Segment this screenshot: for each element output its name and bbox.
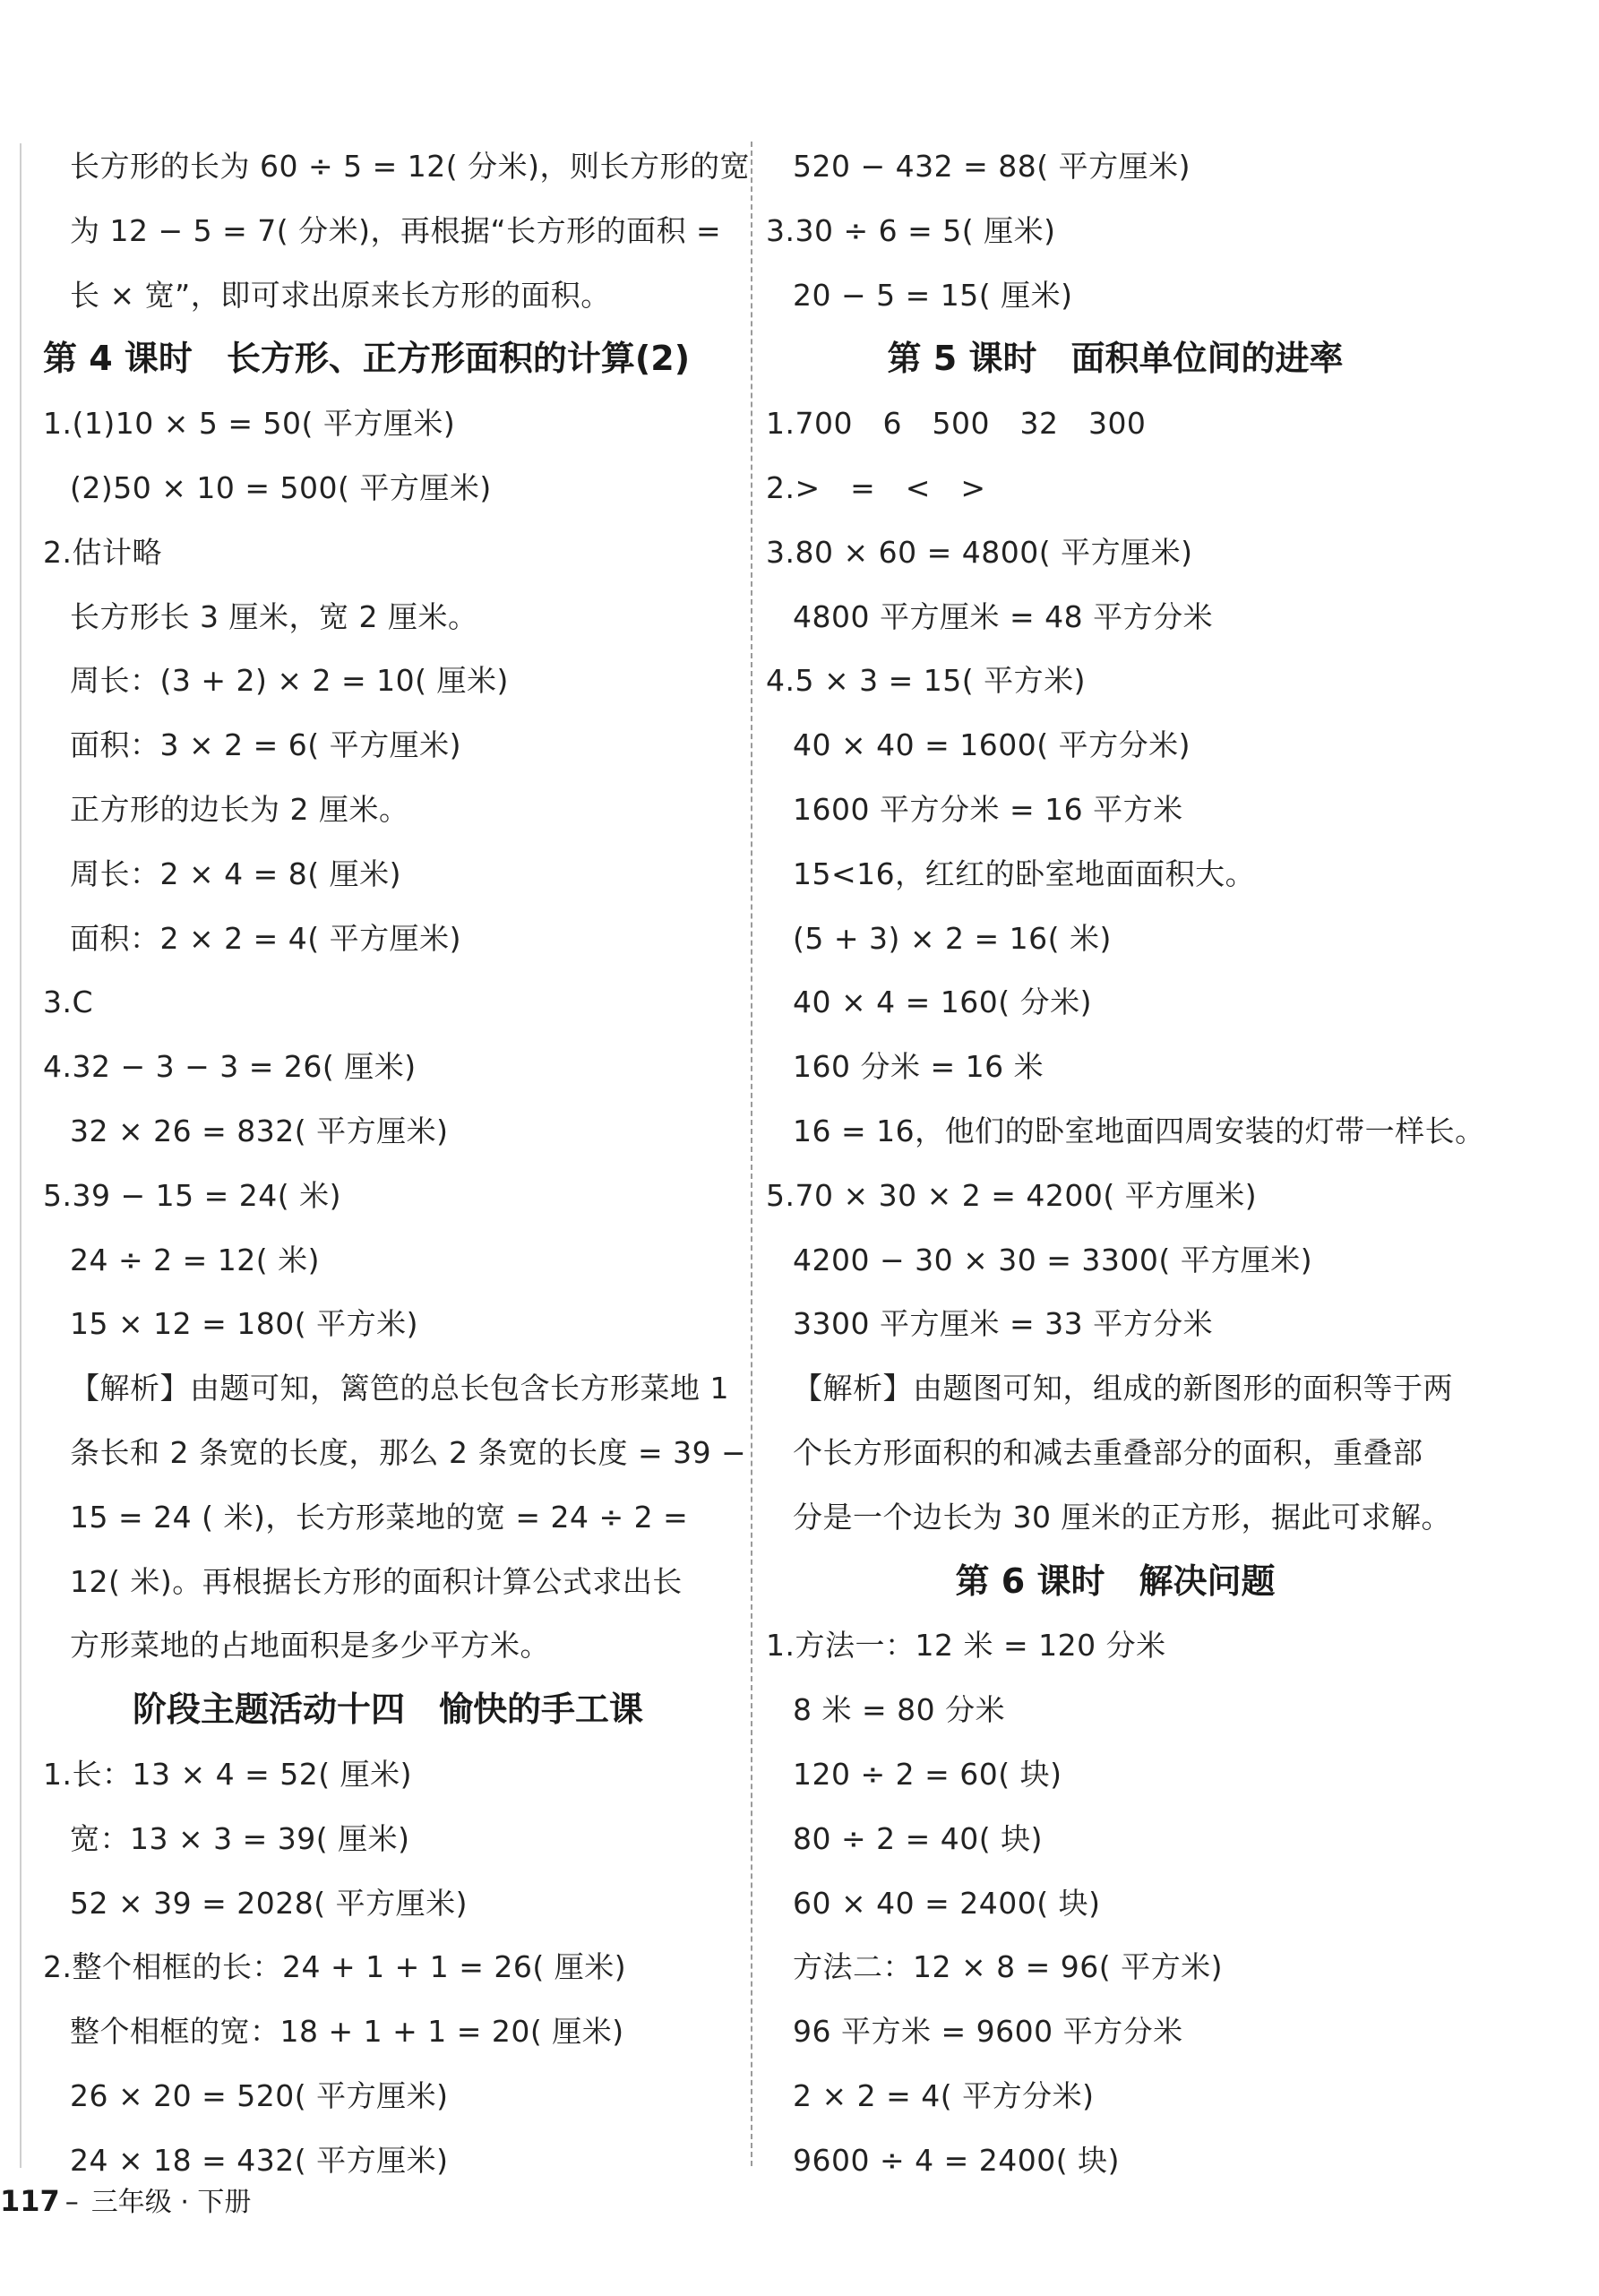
answer-line: 4800 平方厘米 = 48 平方分米 bbox=[793, 598, 1214, 634]
answer-line: 16 = 16，他们的卧室地面四周安装的灯带一样长。 bbox=[793, 1113, 1485, 1148]
answer-line: 面积：3 × 2 = 6( 平方厘米) bbox=[70, 727, 461, 763]
answer-line: 长方形长 3 厘米，宽 2 厘米。 bbox=[70, 598, 478, 634]
answer-line: 32 × 26 = 832( 平方厘米) bbox=[70, 1113, 449, 1148]
book-label: 三年级 · 下册 bbox=[90, 2187, 252, 2218]
right-column bbox=[766, 134, 1485, 2193]
section-heading: 第 4 课时 长方形、正方形面积的计算(2) bbox=[43, 339, 691, 379]
answer-line: 15 × 12 = 180( 平方米) bbox=[70, 1306, 418, 1342]
answer-line: 80 ÷ 2 = 40( 块) bbox=[793, 1820, 1043, 1856]
answer-line: 3.30 ÷ 6 = 5( 厘米) bbox=[766, 212, 1056, 248]
answer-line: 96 平方米 = 9600 平方分米 bbox=[793, 2014, 1183, 2050]
answer-line: 4.32 − 3 − 3 = 26( 厘米) bbox=[43, 1049, 417, 1085]
answer-line: 9600 ÷ 4 = 2400( 块) bbox=[793, 2142, 1120, 2178]
answer-line: 面积：2 × 2 = 4( 平方厘米) bbox=[70, 920, 461, 956]
answer-line: 26 × 20 = 520( 平方厘米) bbox=[70, 2077, 449, 2113]
answer-line: 方法二：12 × 8 = 96( 平方米) bbox=[793, 1949, 1223, 1985]
column-divider-top bbox=[751, 142, 752, 2166]
answer-line: 24 × 18 = 432( 平方厘米) bbox=[70, 2142, 449, 2178]
answer-line: 20 − 5 = 15( 厘米) bbox=[793, 277, 1073, 313]
answer-line: (5 + 3) × 2 = 16( 米) bbox=[793, 920, 1112, 956]
answer-line: 周长：2 × 4 = 8( 厘米) bbox=[70, 856, 401, 891]
answer-line: 3.80 × 60 = 4800( 平方厘米) bbox=[766, 534, 1193, 570]
answer-line: 1.长：13 × 4 = 52( 厘米) bbox=[43, 1756, 412, 1792]
answer-line: 2.> = < > bbox=[766, 469, 986, 505]
answer-line: 40 × 40 = 1600( 平方分米) bbox=[793, 727, 1191, 763]
answer-line: 1.(1)10 × 5 = 50( 平方厘米) bbox=[43, 406, 456, 442]
answer-line: 5.39 − 15 = 24( 米) bbox=[43, 1177, 341, 1213]
answer-line: 长方形的长为 60 ÷ 5 = 12( 分米)，则长方形的宽 bbox=[70, 149, 750, 184]
answer-line: 520 − 432 = 88( 平方厘米) bbox=[793, 149, 1191, 184]
answer-line: 2.整个相框的长：24 + 1 + 1 = 26( 厘米) bbox=[43, 1949, 627, 1985]
section-heading: 第 6 课时 解决问题 bbox=[955, 1561, 1276, 1601]
answer-line: 2 × 2 = 4( 平方分米) bbox=[793, 2077, 1095, 2113]
answer-line: 3300 平方厘米 = 33 平方分米 bbox=[793, 1306, 1214, 1342]
page-footer bbox=[0, 2179, 251, 2223]
answer-line: 【解析】由题可知，篱笆的总长包含长方形菜地 1 bbox=[70, 1371, 729, 1406]
answer-line: 1600 平方分米 = 16 平方米 bbox=[793, 791, 1183, 827]
answer-line: 24 ÷ 2 = 12( 米) bbox=[70, 1242, 320, 1277]
answer-line: 15<16，红红的卧室地面面积大。 bbox=[793, 856, 1256, 891]
answer-line: 整个相框的宽：18 + 1 + 1 = 20( 厘米) bbox=[70, 2014, 624, 2050]
answer-line: (2)50 × 10 = 500( 平方厘米) bbox=[70, 469, 492, 505]
answer-line: 宽：13 × 3 = 39( 厘米) bbox=[70, 1820, 410, 1856]
answer-line: 个长方形面积的和减去重叠部分的面积，重叠部 bbox=[793, 1434, 1423, 1470]
answer-line: 4.5 × 3 = 15( 平方米) bbox=[766, 663, 1086, 699]
answer-line: 长 × 宽”，即可求出原来长方形的面积。 bbox=[70, 277, 611, 313]
answer-line: 为 12 − 5 = 7( 分米)，再根据“长方形的面积 = bbox=[70, 212, 722, 248]
answer-line: 160 分米 = 16 米 bbox=[793, 1049, 1045, 1085]
answer-line: 3.C bbox=[43, 985, 94, 1020]
footer-separator: – bbox=[64, 2187, 79, 2218]
left-column bbox=[43, 134, 750, 2193]
section-heading: 阶段主题活动十四 愉快的手工课 bbox=[132, 1690, 643, 1730]
answer-line: 分是一个边长为 30 厘米的正方形，据此可求解。 bbox=[793, 1499, 1451, 1535]
answer-line: 1.方法一：12 米 = 120 分米 bbox=[766, 1628, 1166, 1664]
answer-line: 4200 − 30 × 30 = 3300( 平方厘米) bbox=[793, 1242, 1313, 1277]
answer-line: 8 米 = 80 分米 bbox=[793, 1692, 1006, 1728]
answer-line: 52 × 39 = 2028( 平方厘米) bbox=[70, 1885, 468, 1921]
answer-line: 2.估计略 bbox=[43, 534, 162, 570]
answer-line: 周长：(3 + 2) × 2 = 10( 厘米) bbox=[70, 663, 509, 699]
answer-line: 【解析】由题图可知，组成的新图形的面积等于两 bbox=[793, 1371, 1453, 1406]
section-heading: 第 5 课时 面积单位间的进率 bbox=[887, 339, 1344, 379]
answer-line: 12( 米)。再根据长方形的面积计算公式求出长 bbox=[70, 1563, 683, 1599]
page-number: 117 bbox=[0, 2184, 60, 2218]
answer-line: 正方形的边长为 2 厘米。 bbox=[70, 791, 409, 827]
answer-line: 5.70 × 30 × 2 = 4200( 平方厘米) bbox=[766, 1177, 1258, 1213]
answer-line: 1.700 6 500 32 300 bbox=[766, 406, 1147, 442]
answer-line: 条长和 2 条宽的长度，那么 2 条宽的长度 = 39 − bbox=[70, 1434, 747, 1470]
page-edge-line bbox=[20, 143, 21, 2168]
answer-line: 方形菜地的占地面积是多少平方米。 bbox=[70, 1628, 550, 1664]
answer-line: 120 ÷ 2 = 60( 块) bbox=[793, 1756, 1062, 1792]
answer-line: 15 = 24 ( 米)，长方形菜地的宽 = 24 ÷ 2 = bbox=[70, 1499, 689, 1535]
answer-line: 60 × 40 = 2400( 块) bbox=[793, 1885, 1101, 1921]
answer-line: 40 × 4 = 160( 分米) bbox=[793, 985, 1092, 1020]
